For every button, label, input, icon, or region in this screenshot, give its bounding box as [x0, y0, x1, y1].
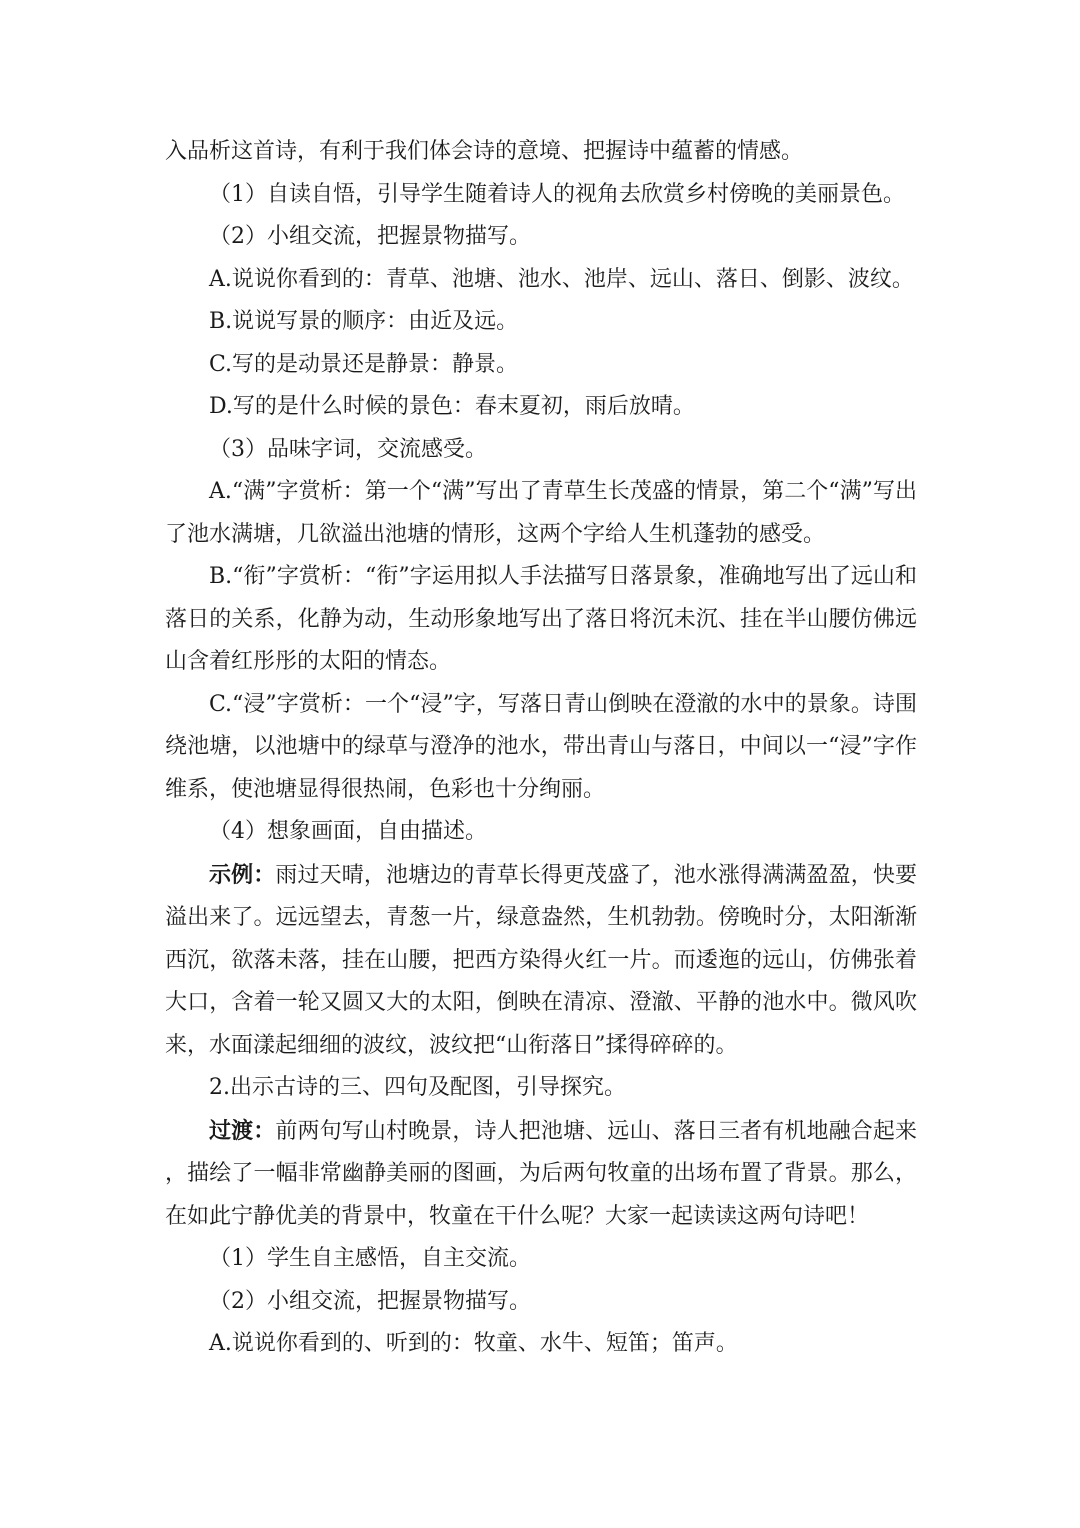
paragraph-xian-analysis: B.“衔”字赏析：“衔”字运用拟人手法描写日落景象，准确地写出了远山和落日的关系，化静为动，生动形象地写出了落日将沉未沉、挂在半山腰仿佛远山含着红彤彤的太阳的情态。	[165, 564, 917, 674]
example-text: 雨过天晴，池塘边的青草长得更茂盛了，池水涨得满满盈盈，快要溢出来了。远远望去，青葱一片，绿意盎然，生机勃勃。傍晚时分，太阳渐渐西沉，欲落未落，挂在山腰，把西方染得火红一片。而逶迤的远山，仿佛张着大口，含着一轮又圆又大的太阳，倒映在清凉、澄澈、平静的池水中。微风吹来，水面漾起细细的波纹，波纹把“山衔落日”揉得碎碎的。	[165, 862, 917, 1058]
document-body	[165, 131, 917, 1366]
paragraph-item-c: C.写的是动景还是静景：静景。	[209, 351, 519, 377]
paragraph-continuation: 入品析这首诗，有利于我们体会诗的意境、把握诗中蕴蓄的情感。	[165, 139, 804, 164]
transition-text: 前两句写山村晚景，诗人把池塘、远山、落日三者有机地融合起来，描绘了一幅非常幽静美丽的图画，为后两句牧童的出场布置了背景。那么，在如此宁静优美的背景中，牧童在干什么呢？大家一起读读这两句诗吧！	[165, 1118, 917, 1229]
paragraph-example	[165, 854, 917, 1068]
paragraph-step-2b: （2）小组交流，把握景物描写。	[209, 1288, 531, 1314]
paragraph-step-1: （1）自读自悟，引导学生随着诗人的视角去欣赏乡村傍晚的美丽景色。	[209, 181, 905, 207]
paragraph-man-analysis: A.“满”字赏析：第一个“满”写出了青草生长茂盛的情景，第二个“满”写出了池水满塘，几欲溢出池塘的情形，这两个字给人生机蓬勃的感受。	[165, 479, 917, 547]
paragraph-jin-analysis: C.“浸”字赏析：一个“浸”字，写落日青山倒映在澄澈的水中的景象。诗围绕池塘，以池塘中的绿草与澄净的池水，带出青山与落日，中间以一“浸”字作维系，使池塘显得很热闹，色彩也十分绚丽。	[165, 691, 917, 802]
paragraph-step-1b: （1）学生自主感悟，自主交流。	[209, 1246, 531, 1271]
paragraph-item-b: B.说说写景的顺序：由近及远。	[209, 309, 519, 334]
transition-label: 过渡：	[209, 1117, 276, 1144]
paragraph-item-a: A.说说你看到的：青草、池塘、池水、池岸、远山、落日、倒影、波纹。	[209, 266, 914, 292]
example-label: 示例：	[209, 861, 276, 888]
paragraph-step-2: （2）小组交流，把握景物描写。	[209, 224, 531, 249]
paragraph-step-4: （4）想象画面，自由描述。	[209, 819, 487, 844]
paragraph-transition	[165, 1110, 917, 1239]
paragraph-step-3: （3）品味字词，交流感受。	[209, 436, 487, 462]
paragraph-item-d: D.写的是什么时候的景色：春末夏初，雨后放晴。	[209, 394, 695, 419]
paragraph-section-2: 2.出示古诗的三、四句及配图，引导探究。	[209, 1075, 626, 1100]
paragraph-item-a2: A.说说你看到的、听到的：牧童、水牛、短笛；笛声。	[209, 1331, 738, 1356]
